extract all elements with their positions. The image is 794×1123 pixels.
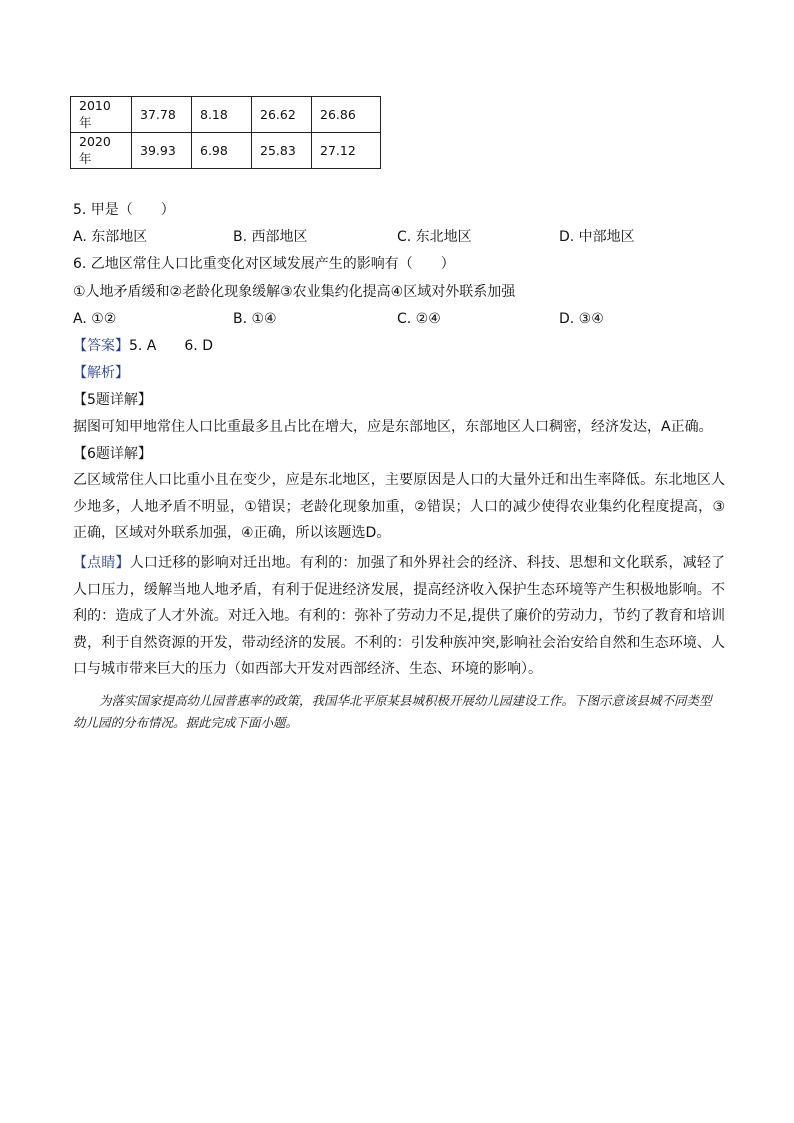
table-cell: 6.98 [192,133,252,169]
table-cell: 26.86 [312,97,381,133]
q5-option-d: D. 中部地区 [559,229,635,245]
table-row [71,133,381,169]
table-cell: 2020 年 [71,133,132,169]
table-cell: 25.83 [252,133,312,169]
answer-tag: 【答案】 [73,338,129,354]
q6-stem: 6. 乙地区常住人口比重变化对区域发展产生的影响有（ ） [73,256,455,272]
detail6-text: 乙区域常住人口比重小且在变少，应是东北地区，主要原因是人口的大量外迁和出生率降低。东北地区人少地多，人地矛盾不明显，①错误；老龄化现象加重，②错误；人口的减少使得农业集约化程度提高，③正确，区域对外联系加强，④正确，所以该题选D。 [73,472,725,541]
q6-option-d: D. ③④ [559,311,604,327]
section-intro: 为落实国家提高幼儿园普惠率的政策，我国华北平原某县城积极开展幼儿园建设工作。下图示意该县城不同类型幼儿园的分布情况。据此完成下面小题。 [73,693,712,730]
q6-statements: ①人地矛盾缓和②老龄化现象缓解③农业集约化提高④区域对外联系加强 [73,284,516,300]
answer-text: 5. A 6. D [129,338,213,354]
pointer-tag: 【点睛】 [73,555,130,571]
detail5-tag: 【5题详解】 [73,392,152,408]
q5-stem: 5. 甲是（ ） [73,202,175,218]
detail5-text: 据图可知甲地常住人口比重最多且占比在增大，应是东部地区，东部地区人口稠密，经济发达，A正确。 [73,419,713,435]
q6-option-a: A. ①② [73,311,117,327]
q5-option-b: B. 西部地区 [233,229,308,245]
q5-option-c: C. 东北地区 [397,229,472,245]
analysis-tag: 【解析】 [73,365,129,381]
table-cell: 26.62 [252,97,312,133]
detail6-tag: 【6题详解】 [73,446,152,462]
table-cell: 39.93 [132,133,192,169]
q6-option-b: B. ①④ [233,311,277,327]
q6-option-c: C. ②④ [397,311,441,327]
table-cell: 2010 年 [71,97,132,133]
answer-line [73,336,213,356]
table-cell: 8.18 [192,97,252,133]
q5-option-a: A. 东部地区 [73,229,148,245]
table-cell: 27.12 [312,133,381,169]
table-row [71,97,381,133]
pointer-text: 人口迁移的影响对迁出地。有利的：加强了和外界社会的经济、科技、思想和文化联系，减轻了人口压力，缓解当地人地矛盾，有利于促进经济发展，提高经济收入保护生态环境等产生积极地影响。不利的：造成了人才外流。对迁入地。有利的：弥补了劳动力不足,提供了廉价的劳动力，节约了教育和培训费，利于自然资源的开发，带动经济的发展。不利的：引发种族冲突,影响社会治安给自然和生态环境、人口与城市带来巨大的压力（如西部大开发对西部经济、生态、环境的影响）。 [73,555,726,677]
table-cell: 37.78 [132,97,192,133]
data-table [70,96,381,169]
pointer-paragraph [73,550,725,683]
